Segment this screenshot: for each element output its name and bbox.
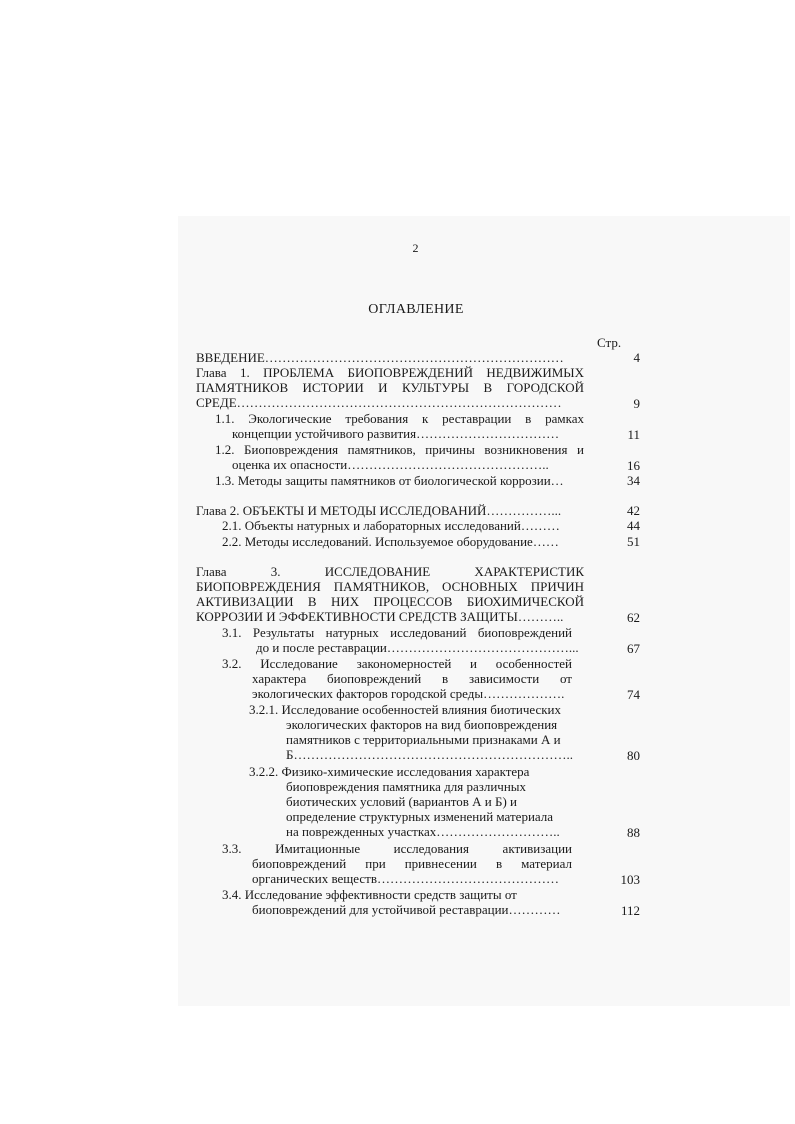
toc-entry-text: 3.3. Имитационные исследования активизации: [222, 841, 572, 856]
toc-entry-page: 51: [627, 534, 640, 549]
toc-entry-page: 80: [627, 748, 640, 763]
toc-entry-page: 44: [627, 518, 640, 533]
toc-entry-page: 11: [627, 427, 640, 442]
toc-entry-text: ВВЕДЕНИЕ……………………………………………………………: [196, 350, 564, 365]
toc-entry-text: КОРРОЗИИ И ЭФФЕКТИВНОСТИ СРЕДСТВ ЗАЩИТЫ………..: [196, 609, 564, 624]
toc-entry-text: 1.3. Методы защиты памятников от биологической коррозии…: [215, 473, 564, 488]
toc-entry-text: 2.1. Объекты натурных и лабораторных исследований………: [222, 518, 560, 533]
toc-entry-page: 67: [627, 641, 640, 656]
toc-entry-text: экологических факторов городской среды……………….: [252, 686, 565, 701]
toc-entry-text: на поврежденных участках………………………..: [286, 824, 560, 839]
toc-entry-page: 88: [627, 825, 640, 840]
toc-entry-text: 2.2. Методы исследований. Используемое оборудование……: [222, 534, 559, 549]
toc-entry-page: 9: [633, 396, 640, 411]
toc-entry-text: памятников с территориальными признаками А и: [286, 732, 561, 747]
toc-entry-text: биоповреждений при привнесении в материал: [252, 856, 572, 871]
toc-entry-page: 42: [627, 503, 640, 518]
toc-entry-page: 4: [633, 350, 640, 365]
page-number: 2: [412, 241, 419, 255]
toc-entry-text: 3.2.2. Физико-химические исследования характера: [249, 764, 530, 779]
toc-entry-text: концепции устойчивого развития……………………………: [232, 426, 560, 441]
toc-entry-text: СРЕДЕ…………………………………………………………………: [196, 395, 562, 410]
toc-entry-text: АКТИВИЗАЦИИ В НИХ ПРОЦЕССОВ БИОХИМИЧЕСКОЙ: [196, 594, 584, 609]
toc-entry-text: до и после реставрации……………………………………...: [256, 640, 579, 655]
toc-entry-text: биотических условий (вариантов А и Б) и: [286, 794, 518, 809]
toc-entry-text: ПАМЯТНИКОВ ИСТОРИИ И КУЛЬТУРЫ В ГОРОДСКОЙ: [196, 380, 584, 395]
toc-entry-page: 34: [627, 473, 640, 488]
toc-entry-text: экологических факторов на вид биоповреждения: [286, 717, 558, 732]
toc-entry-text: 3.1. Результаты натурных исследований биоповреждений: [222, 625, 572, 640]
toc-entry-text: биоповреждений для устойчивой реставрации…………: [252, 902, 561, 917]
toc-entry-text: органических веществ……………………………………: [252, 871, 559, 886]
toc-entry-text: Глава 1. ПРОБЛЕМА БИОПОВРЕЖДЕНИЙ НЕДВИЖИМЫХ: [196, 365, 584, 380]
page-column-label: Стр.: [597, 335, 622, 350]
toc-entry-page: 74: [627, 687, 640, 702]
toc-entry-page: 16: [627, 458, 640, 473]
toc-entry-text: 1.1. Экологические требования к реставрации в рамках: [215, 411, 584, 426]
toc-entry-text: оценка их опасности………………………………………..: [232, 457, 549, 472]
page-title: ОГЛАВЛЕНИЕ: [368, 302, 464, 317]
toc-entry-text: 3.2. Исследование закономерностей и особенностей: [222, 656, 572, 671]
toc-entry-text: 1.2. Биоповреждения памятников, причины возникновения и: [215, 442, 584, 457]
toc-entry-text: Глава 2. ОБЪЕКТЫ И МЕТОДЫ ИССЛЕДОВАНИЙ……………...: [196, 503, 562, 518]
toc-entry-page: 103: [620, 872, 640, 887]
toc-entry-text: 3.4. Исследование эффективности средств защиты от: [222, 887, 517, 902]
toc-entry-page: 112: [620, 903, 640, 918]
toc-entry-text: 3.2.1. Исследование особенностей влияния биотических: [249, 702, 562, 717]
toc-entry-text: БИОПОВРЕЖДЕНИЯ ПАМЯТНИКОВ, ОСНОВНЫХ ПРИЧИН: [196, 579, 584, 594]
toc-entry-text: Б………………………………………………………..: [286, 747, 573, 762]
toc-entry-page: 62: [627, 610, 640, 625]
toc-entry-text: Глава 3. ИССЛЕДОВАНИЕ ХАРАКТЕРИСТИК: [196, 564, 584, 579]
toc-entry-text: биоповреждения памятника для различных: [286, 779, 527, 794]
toc-entry-text: характера биоповреждений в зависимости от: [252, 671, 572, 686]
toc-entry-text: определение структурных изменений материала: [286, 809, 554, 824]
